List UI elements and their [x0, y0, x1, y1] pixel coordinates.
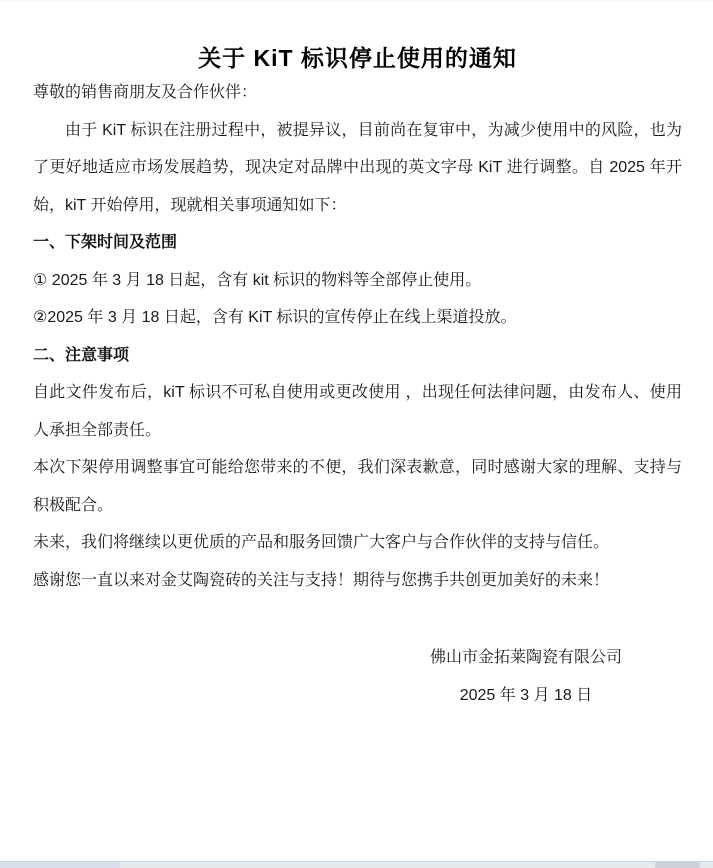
section-2-paragraph-1: 自此文件发布后，kiT 标识不可私自使用或更改使用 ，出现任何法律问题，由发布人、使用人承担全部责任。 [33, 384, 682, 439]
scrollbar-thumb[interactable] [655, 862, 700, 868]
intro-paragraph: 由于 KiT 标识在注册过程中，被提异议，目前尚在复审中，为减少使用中的风险，也为了更好地适应市场发展趋势，现决定对品牌中出现的英文字母 KiT 进行调整。自 2025 年开始，kiT 开始停用，现就相关事项通知如下： [33, 121, 682, 214]
document-content [33, 0, 682, 714]
signature-block [376, 639, 676, 714]
section-2-paragraph-3: 未来，我们将继续以更优质的产品和服务回馈广大客户与合作伙伴的支持与信任。 [33, 534, 610, 551]
section-1-item-1: ① 2025 年 3 月 18 日起，含有 kit 标识的物料等全部停止使用。 [33, 271, 482, 289]
greeting-line: 尊敬的销售商朋友及合作伙伴： [33, 84, 258, 101]
section-1-item-2: ②2025 年 3 月 18 日起，含有 KiT 标识的宣传停止在线上渠道投放。 [33, 309, 517, 326]
section-2-paragraph-4: 感谢您一直以来对金艾陶瓷砖的关注与支持！期待与您携手共创更加美好的未来！ [33, 571, 610, 589]
document-title: 关于 KiT 标识停止使用的通知 [198, 45, 517, 71]
signature-company: 佛山市金拓莱陶瓷有限公司 [429, 649, 622, 666]
section-2-heading: 二、注意事项 [33, 346, 130, 364]
section-1-heading: 一、下架时间及范围 [33, 234, 178, 251]
scrollbar-left-segment [0, 862, 120, 868]
signature-date: 2025 年 3 月 18 日 [459, 686, 593, 704]
section-2-paragraph-2: 本次下架停用调整事宜可能给您带来的不便，我们深表歉意，同时感谢大家的理解、支持与积极配合。 [33, 459, 682, 514]
horizontal-scrollbar[interactable] [0, 861, 713, 868]
